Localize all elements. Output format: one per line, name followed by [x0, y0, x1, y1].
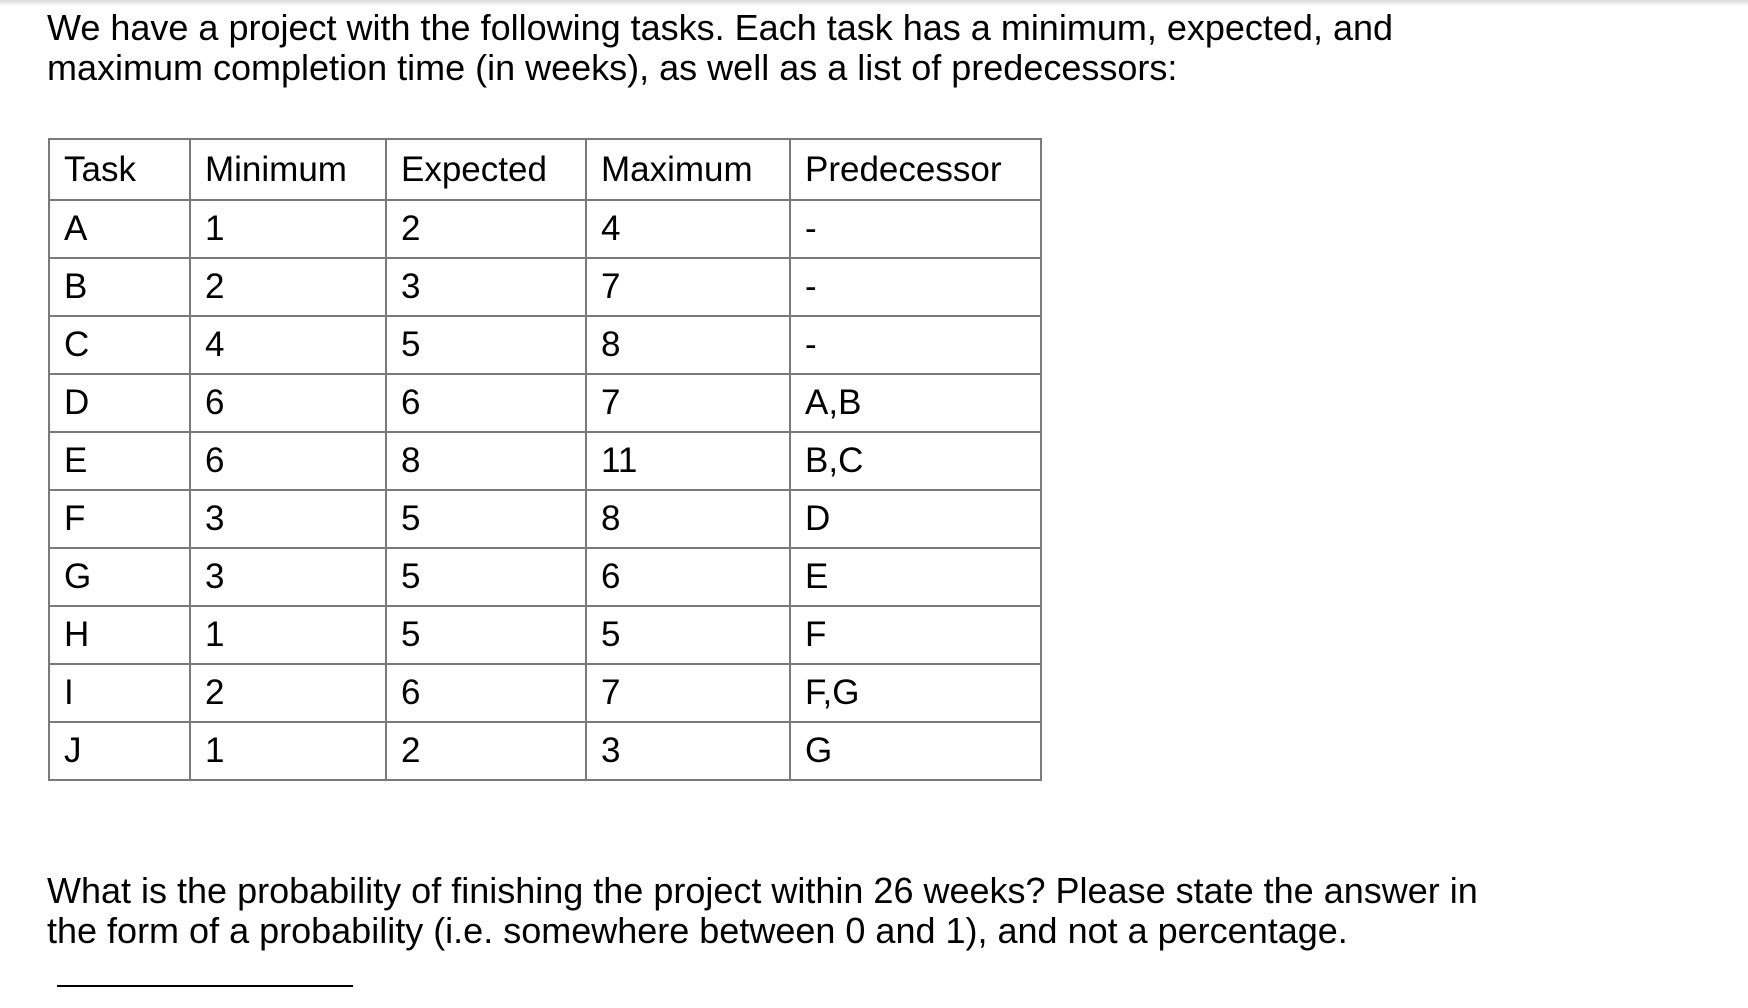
cell-maximum: 7	[586, 664, 790, 722]
table-row	[49, 722, 1041, 780]
cell-predecessor: F	[790, 606, 1041, 664]
cell-expected: 2	[386, 722, 586, 780]
top-shadow	[0, 0, 1748, 6]
cell-minimum: 3	[190, 490, 386, 548]
cell-maximum: 7	[586, 374, 790, 432]
cell-maximum: 6	[586, 548, 790, 606]
cell-predecessor: A,B	[790, 374, 1041, 432]
header-expected: Expected	[386, 139, 586, 200]
cell-task: H	[49, 606, 190, 664]
header-maximum: Maximum	[586, 139, 790, 200]
cell-maximum: 5	[586, 606, 790, 664]
header-predecessor: Predecessor	[790, 139, 1041, 200]
table-row	[49, 258, 1041, 316]
cell-predecessor: -	[790, 200, 1041, 258]
table-row	[49, 200, 1041, 258]
task-table	[48, 138, 1042, 781]
cell-expected: 8	[386, 432, 586, 490]
table-header-row	[49, 139, 1041, 200]
cell-maximum: 4	[586, 200, 790, 258]
cell-predecessor: G	[790, 722, 1041, 780]
cell-expected: 5	[386, 316, 586, 374]
header-task: Task	[49, 139, 190, 200]
cell-predecessor: D	[790, 490, 1041, 548]
table-row	[49, 606, 1041, 664]
table-row	[49, 432, 1041, 490]
cell-minimum: 1	[190, 200, 386, 258]
table-row	[49, 316, 1041, 374]
cell-expected: 5	[386, 490, 586, 548]
cell-expected: 6	[386, 374, 586, 432]
cell-expected: 5	[386, 606, 586, 664]
cell-expected: 5	[386, 548, 586, 606]
cell-predecessor: F,G	[790, 664, 1041, 722]
cell-task: B	[49, 258, 190, 316]
cell-task: D	[49, 374, 190, 432]
question-text	[47, 871, 1547, 951]
cell-expected: 6	[386, 664, 586, 722]
cell-maximum: 3	[586, 722, 790, 780]
cell-maximum: 11	[586, 432, 790, 490]
cell-task: E	[49, 432, 190, 490]
cell-minimum: 3	[190, 548, 386, 606]
cell-task: F	[49, 490, 190, 548]
intro-line-1: We have a project with the following tasks. Each task has a minimum, expected, and	[47, 7, 1394, 48]
cell-task: I	[49, 664, 190, 722]
intro-line-2: maximum completion time (in weeks), as well as a list of predecessors:	[47, 47, 1178, 88]
cell-task: J	[49, 722, 190, 780]
cell-task: A	[49, 200, 190, 258]
cell-predecessor: -	[790, 316, 1041, 374]
cell-minimum: 1	[190, 606, 386, 664]
table-row	[49, 548, 1041, 606]
cell-minimum: 2	[190, 258, 386, 316]
cell-maximum: 8	[586, 316, 790, 374]
cell-task: C	[49, 316, 190, 374]
question-line-2: the form of a probability (i.e. somewhere between 0 and 1), and not a percentage.	[47, 910, 1348, 951]
header-minimum: Minimum	[190, 139, 386, 200]
cell-task: G	[49, 548, 190, 606]
cell-minimum: 6	[190, 432, 386, 490]
cell-maximum: 8	[586, 490, 790, 548]
cell-expected: 3	[386, 258, 586, 316]
question-line-1: What is the probability of finishing the project within 26 weeks? Please state the answer in	[47, 870, 1478, 911]
table-row	[49, 664, 1041, 722]
cell-predecessor: B,C	[790, 432, 1041, 490]
cell-expected: 2	[386, 200, 586, 258]
cell-minimum: 4	[190, 316, 386, 374]
cell-predecessor: E	[790, 548, 1041, 606]
intro-text	[47, 8, 1547, 88]
table-row	[49, 374, 1041, 432]
cell-minimum: 1	[190, 722, 386, 780]
cell-minimum: 6	[190, 374, 386, 432]
answer-blank-line[interactable]	[57, 985, 353, 987]
cell-minimum: 2	[190, 664, 386, 722]
cell-maximum: 7	[586, 258, 790, 316]
table-row	[49, 490, 1041, 548]
cell-predecessor: -	[790, 258, 1041, 316]
